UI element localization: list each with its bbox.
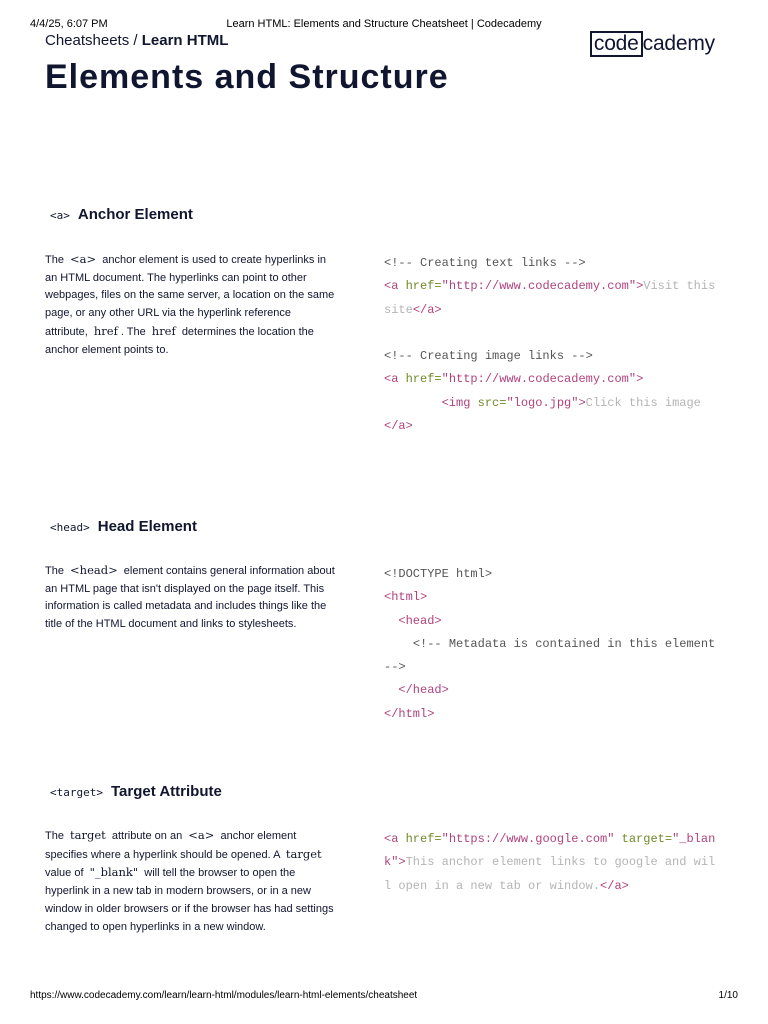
print-footer xyxy=(30,990,738,1004)
code-line: <!-- Creating text links --> xyxy=(384,256,586,270)
inline-code: "_blank" xyxy=(89,865,139,880)
codecademy-logo[interactable] xyxy=(590,31,715,57)
breadcrumb-current: Learn HTML xyxy=(141,32,229,49)
print-document-title: Learn HTML: Elements and Structure Cheatsheet | Codecademy xyxy=(226,18,542,30)
section-tag: <a> xyxy=(50,209,70,222)
section-description-anchor: The <a> anchor element is used to create hyperlinks in an HTML document. The hyperlinks can point to other webpages, files on the same server, a location on the same page, or any other URL via the hyperlink reference attribute, href . The href determines the location the anchor element points to. xyxy=(45,252,335,356)
code-example-target xyxy=(384,828,720,898)
code-example-anchor xyxy=(384,252,723,438)
code-line: <a href="https://www.google.com" target="_blank">This anchor element links to google and will open in a new tab or window.</a> xyxy=(384,832,716,893)
section-heading-head xyxy=(50,518,197,535)
print-header xyxy=(30,18,738,32)
section-description-head: The <head> element contains general information about an HTML page that isn't displayed on the page itself. This information is called metadata and includes things like the title of the HTML document and links to stylesheets. xyxy=(45,563,335,631)
inline-code: <head> xyxy=(70,563,118,577)
logo-rest-text: cademy xyxy=(642,32,715,55)
section-heading-anchor xyxy=(50,206,193,223)
code-example-head xyxy=(384,563,720,726)
code-line: <a href="http://www.codecademy.com">Visit this site</a> xyxy=(384,279,723,317)
inline-code: target xyxy=(70,828,106,842)
section-description-target: The target attribute on an <a> anchor element specifies where a hyperlink should be opened. A target value of "_blank" will tell the browser to open the hyperlink in a new tab in modern browsers, or in a new window in older browsers or if the browser has had settings changed to open hyperlinks in a new window. xyxy=(45,828,334,933)
section-title: Target Attribute xyxy=(110,783,222,800)
inline-code: target xyxy=(285,846,322,861)
section-title: Head Element xyxy=(97,518,197,535)
code-line: </head> xyxy=(398,683,449,698)
inline-code: <a> xyxy=(188,828,215,842)
code-line: <a href="http://www.codecademy.com"> xyxy=(384,372,644,387)
print-url: https://www.codecademy.com/learn/learn-html/modules/learn-html-elements/cheatsheet xyxy=(30,990,418,1001)
page-title: Elements and Structure xyxy=(45,58,449,96)
code-line xyxy=(384,322,720,345)
inline-code: href xyxy=(151,323,176,338)
print-page-number: 1/10 xyxy=(718,990,738,1001)
section-heading-target xyxy=(50,783,222,800)
section-title: Anchor Element xyxy=(77,206,193,223)
code-line: <!DOCTYPE html> xyxy=(384,567,493,581)
code-line: <!-- Creating image links --> xyxy=(384,349,593,364)
section-tag: <head> xyxy=(50,521,90,534)
section-tag: <target> xyxy=(50,786,103,799)
code-line: </a> xyxy=(384,419,413,434)
breadcrumb xyxy=(45,32,228,49)
code-line: </html> xyxy=(384,706,435,721)
inline-code: href xyxy=(93,323,118,338)
logo-boxed-text: code xyxy=(590,31,643,57)
code-line: <!-- Metadata is contained in this element--> xyxy=(384,636,716,675)
code-line: <img src="logo.jpg">Click this image xyxy=(441,395,701,410)
breadcrumb-separator: / xyxy=(129,32,142,49)
code-line: <head> xyxy=(398,613,442,628)
print-datetime: 4/4/25, 6:07 PM xyxy=(30,18,108,30)
breadcrumb-cheatsheets-link[interactable]: Cheatsheets xyxy=(45,32,130,49)
inline-code: <a> xyxy=(70,252,97,266)
code-line: <html> xyxy=(384,590,428,605)
